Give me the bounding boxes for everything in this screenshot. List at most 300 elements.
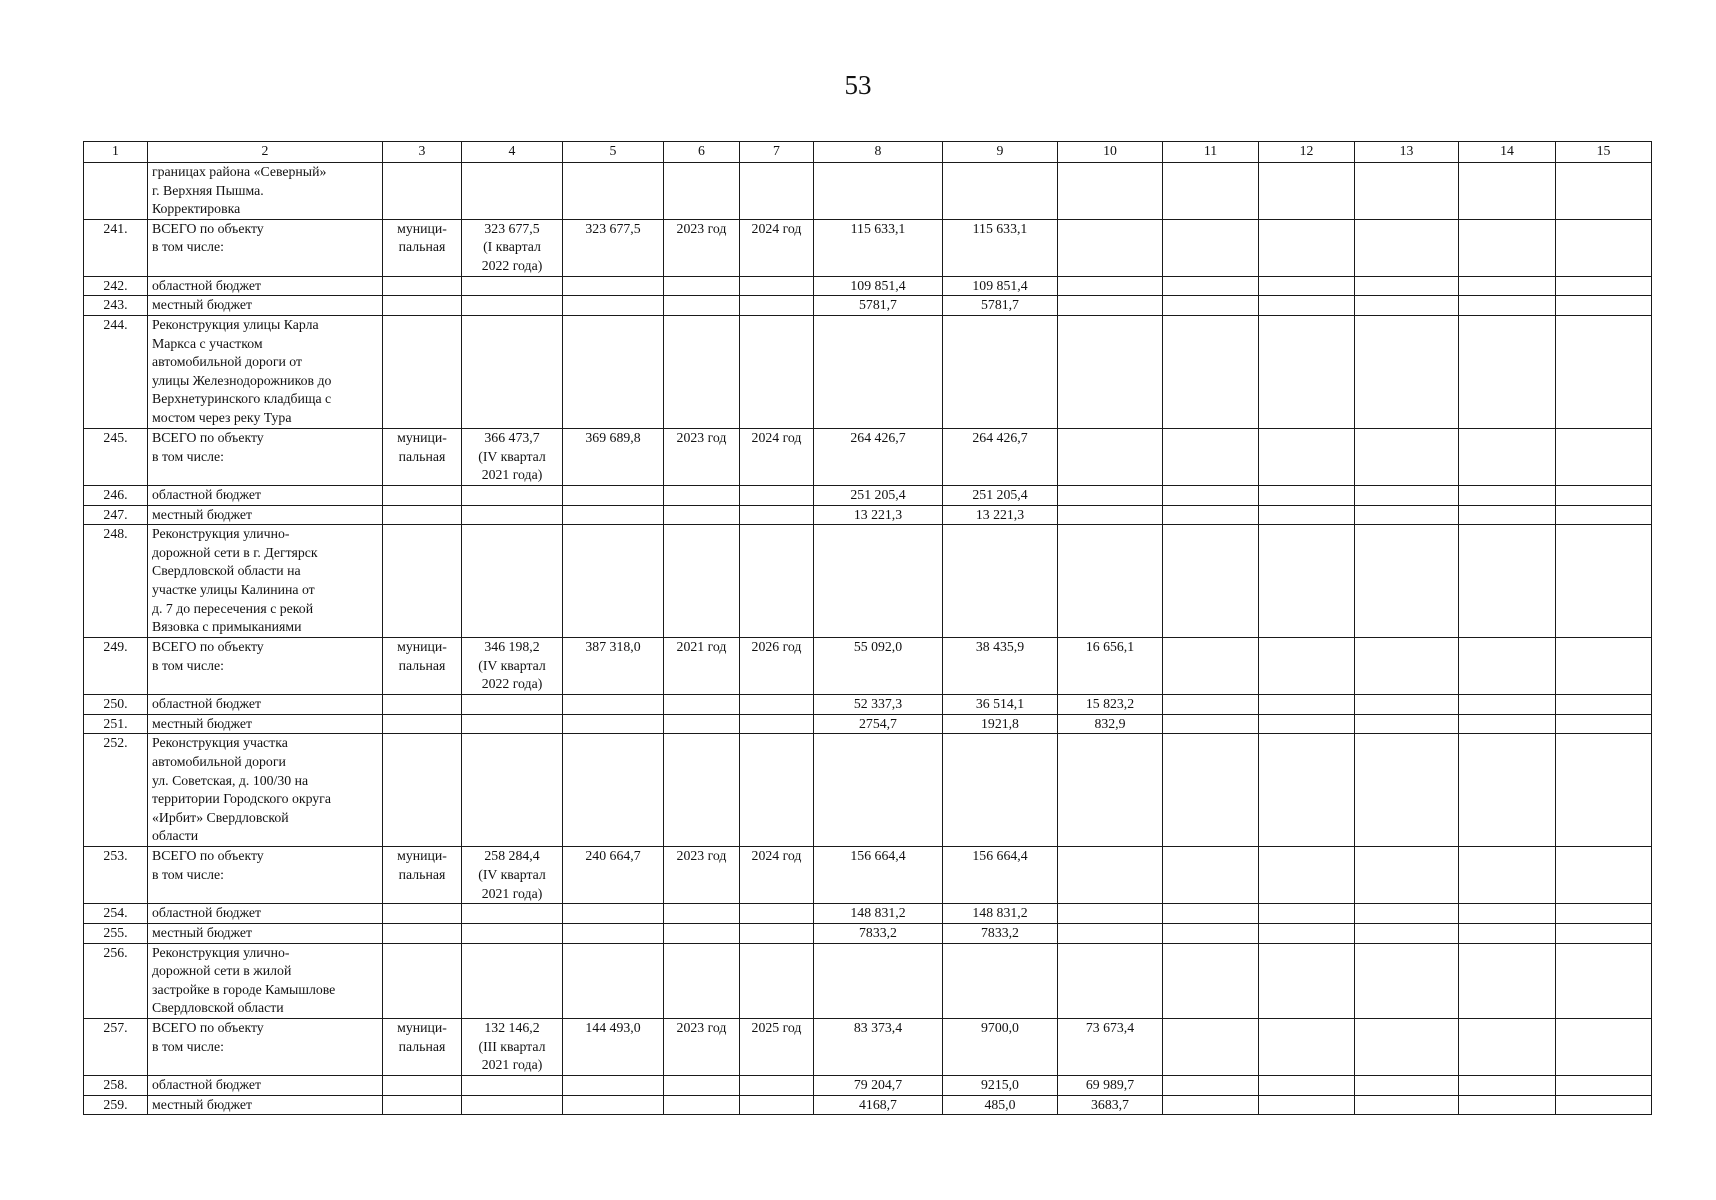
empty-cell [1259, 1095, 1355, 1115]
cell-line: границах района «Северный» [152, 164, 327, 179]
column-header: 14 [1459, 142, 1556, 163]
total-cost [563, 485, 664, 505]
estimated-cost [462, 904, 563, 924]
column-header: 8 [814, 142, 943, 163]
ownership-type [383, 904, 462, 924]
row-number: 255. [84, 923, 148, 943]
empty-cell [1459, 1095, 1556, 1115]
empty-cell [1259, 923, 1355, 943]
cell-line: г. Верхняя Пышма. [152, 182, 264, 198]
empty-cell [1459, 315, 1556, 428]
cell-line: Вязовка с примыканиями [152, 619, 302, 635]
amount-year-2 [1058, 296, 1163, 316]
empty-cell [1163, 296, 1259, 316]
amount-total: 109 851,4 [814, 276, 943, 296]
cell-line: местный бюджет [152, 297, 252, 313]
empty-cell [1163, 638, 1259, 695]
amount-year-2: 3683,7 [1058, 1095, 1163, 1115]
object-name [148, 714, 383, 734]
table-row [84, 315, 1652, 428]
cell-line: 2021 года) [481, 1057, 543, 1073]
empty-cell [1459, 276, 1556, 296]
estimated-cost [462, 638, 563, 695]
column-header: 10 [1058, 142, 1163, 163]
page-number: 53 [844, 70, 872, 100]
end-year: 2026 год [740, 638, 814, 695]
ownership-type [383, 276, 462, 296]
row-number: 258. [84, 1075, 148, 1095]
start-year [664, 163, 740, 220]
amount-year-1: 109 851,4 [943, 276, 1058, 296]
table-row [84, 276, 1652, 296]
row-number: 259. [84, 1095, 148, 1115]
column-header: 1 [84, 142, 148, 163]
start-year [664, 1095, 740, 1115]
empty-cell [1556, 695, 1652, 715]
amount-year-2: 16 656,1 [1058, 638, 1163, 695]
empty-cell [1163, 943, 1259, 1018]
cell-line: 2022 года) [481, 257, 543, 273]
amount-year-1: 38 435,9 [943, 638, 1058, 695]
cell-line: 2021 года) [481, 467, 543, 483]
cell-line: 132 146,2 [484, 1019, 540, 1035]
amount-year-1: 5781,7 [943, 296, 1058, 316]
empty-cell [1355, 1075, 1459, 1095]
amount-year-1: 485,0 [943, 1095, 1058, 1115]
estimated-cost [462, 695, 563, 715]
table-row [84, 428, 1652, 485]
ownership-type [383, 525, 462, 638]
amount-year-2 [1058, 219, 1163, 276]
empty-cell [1556, 904, 1652, 924]
empty-cell [1355, 923, 1459, 943]
column-header: 9 [943, 142, 1058, 163]
empty-cell [1556, 219, 1652, 276]
cell-line: муници- [397, 639, 447, 655]
end-year: 2025 год [740, 1018, 814, 1075]
table-row [84, 163, 1652, 220]
amount-total: 115 633,1 [814, 219, 943, 276]
estimated-cost [462, 505, 563, 525]
amount-year-2 [1058, 904, 1163, 924]
row-number: 247. [84, 505, 148, 525]
start-year [664, 923, 740, 943]
object-name [148, 219, 383, 276]
empty-cell [1556, 525, 1652, 638]
cell-line: (IV квартал [478, 657, 546, 673]
cell-line: улицы Железнодорожников до [152, 372, 332, 388]
column-number-row [84, 142, 1652, 163]
ownership-type [383, 1075, 462, 1095]
empty-cell [1259, 695, 1355, 715]
end-year [740, 1075, 814, 1095]
total-cost [563, 276, 664, 296]
object-name [148, 904, 383, 924]
end-year [740, 485, 814, 505]
column-header: 11 [1163, 142, 1259, 163]
amount-year-1 [943, 525, 1058, 638]
cell-line: дорожной сети в жилой [152, 963, 292, 979]
empty-cell [1259, 296, 1355, 316]
column-header: 4 [462, 142, 563, 163]
cell-line: 258 284,4 [484, 848, 540, 864]
table-row [84, 1095, 1652, 1115]
empty-cell [1459, 163, 1556, 220]
amount-year-2: 73 673,4 [1058, 1018, 1163, 1075]
amount-total: 251 205,4 [814, 485, 943, 505]
cell-line: ВСЕГО по объекту [152, 848, 264, 864]
empty-cell [1459, 943, 1556, 1018]
total-cost [563, 525, 664, 638]
empty-cell [1163, 163, 1259, 220]
object-name [148, 485, 383, 505]
amount-year-2: 832,9 [1058, 714, 1163, 734]
cell-line: Корректировка [152, 201, 241, 217]
empty-cell [1163, 923, 1259, 943]
total-cost [563, 714, 664, 734]
amount-total: 79 204,7 [814, 1075, 943, 1095]
end-year [740, 904, 814, 924]
cell-line: мостом через реку Тура [152, 409, 292, 425]
cell-line: ВСЕГО по объекту [152, 1019, 264, 1035]
total-cost [563, 923, 664, 943]
row-number: 244. [84, 315, 148, 428]
amount-year-2 [1058, 485, 1163, 505]
table-row [84, 485, 1652, 505]
empty-cell [1259, 1018, 1355, 1075]
empty-cell [1355, 847, 1459, 904]
row-number: 257. [84, 1018, 148, 1075]
estimated-cost [462, 296, 563, 316]
object-name [148, 163, 383, 220]
start-year [664, 734, 740, 847]
empty-cell [1355, 734, 1459, 847]
amount-total: 55 092,0 [814, 638, 943, 695]
amount-year-1: 36 514,1 [943, 695, 1058, 715]
empty-cell [1259, 505, 1355, 525]
table-row [84, 1075, 1652, 1095]
empty-cell [1355, 1095, 1459, 1115]
empty-cell [1163, 276, 1259, 296]
cell-line: в том числе: [152, 657, 224, 673]
empty-cell [1163, 1095, 1259, 1115]
empty-cell [1259, 525, 1355, 638]
table-row [84, 296, 1652, 316]
amount-year-2 [1058, 943, 1163, 1018]
total-cost [563, 695, 664, 715]
empty-cell [1355, 525, 1459, 638]
empty-cell [1163, 485, 1259, 505]
empty-cell [1556, 485, 1652, 505]
table-row [84, 943, 1652, 1018]
end-year [740, 695, 814, 715]
estimated-cost [462, 276, 563, 296]
cell-line: ВСЕГО по объекту [152, 220, 264, 236]
cell-line: муници- [397, 1019, 447, 1035]
empty-cell [1355, 714, 1459, 734]
start-year [664, 485, 740, 505]
cell-line: Реконструкция участка [152, 735, 288, 751]
ownership-type [383, 315, 462, 428]
ownership-type [383, 734, 462, 847]
estimated-cost [462, 163, 563, 220]
end-year [740, 525, 814, 638]
row-number: 241. [84, 219, 148, 276]
cell-line: местный бюджет [152, 924, 252, 940]
budget-table [83, 141, 1652, 1115]
ownership-type [383, 1095, 462, 1115]
object-name [148, 428, 383, 485]
cell-line: в том числе: [152, 866, 224, 882]
empty-cell [1259, 1075, 1355, 1095]
amount-year-1 [943, 734, 1058, 847]
empty-cell [1259, 315, 1355, 428]
amount-year-1 [943, 315, 1058, 428]
end-year [740, 1095, 814, 1115]
amount-total: 52 337,3 [814, 695, 943, 715]
table-row [84, 734, 1652, 847]
table-row [84, 847, 1652, 904]
row-number: 249. [84, 638, 148, 695]
cell-line: автомобильной дороги от [152, 354, 303, 370]
cell-line: Реконструкция улично- [152, 526, 290, 542]
cell-line: пальная [398, 866, 446, 882]
object-name [148, 315, 383, 428]
total-cost [563, 163, 664, 220]
empty-cell [1556, 923, 1652, 943]
row-number: 246. [84, 485, 148, 505]
cell-line: областной бюджет [152, 696, 262, 712]
empty-cell [1163, 525, 1259, 638]
object-name [148, 276, 383, 296]
estimated-cost [462, 428, 563, 485]
object-name [148, 296, 383, 316]
amount-year-2 [1058, 276, 1163, 296]
amount-year-1: 251 205,4 [943, 485, 1058, 505]
total-cost: 144 493,0 [563, 1018, 664, 1075]
end-year [740, 943, 814, 1018]
estimated-cost [462, 1095, 563, 1115]
end-year [740, 276, 814, 296]
estimated-cost [462, 943, 563, 1018]
empty-cell [1556, 428, 1652, 485]
amount-year-1: 9215,0 [943, 1075, 1058, 1095]
cell-line: (IV квартал [478, 448, 546, 464]
object-name [148, 525, 383, 638]
estimated-cost [462, 1018, 563, 1075]
ownership-type [383, 485, 462, 505]
empty-cell [1355, 638, 1459, 695]
empty-cell [1163, 428, 1259, 485]
table-row [84, 219, 1652, 276]
amount-year-2 [1058, 505, 1163, 525]
start-year [664, 1075, 740, 1095]
start-year: 2023 год [664, 847, 740, 904]
empty-cell [1556, 734, 1652, 847]
ownership-type [383, 505, 462, 525]
end-year [740, 734, 814, 847]
empty-cell [1259, 714, 1355, 734]
cell-line: областной бюджет [152, 486, 262, 502]
empty-cell [1459, 505, 1556, 525]
cell-line: дорожной сети в г. Дегтярск [152, 544, 318, 560]
empty-cell [1556, 296, 1652, 316]
object-name [148, 505, 383, 525]
row-number: 242. [84, 276, 148, 296]
object-name [148, 1095, 383, 1115]
start-year [664, 943, 740, 1018]
table-row [84, 714, 1652, 734]
cell-line: 323 677,5 [484, 220, 540, 236]
amount-year-2 [1058, 847, 1163, 904]
ownership-type [383, 943, 462, 1018]
column-header: 15 [1556, 142, 1652, 163]
cell-line: в том числе: [152, 448, 224, 464]
amount-total [814, 163, 943, 220]
ownership-type [383, 163, 462, 220]
empty-cell [1163, 1018, 1259, 1075]
empty-cell [1259, 163, 1355, 220]
empty-cell [1355, 505, 1459, 525]
total-cost [563, 296, 664, 316]
cell-line: 2022 года) [481, 676, 543, 692]
cell-line: областной бюджет [152, 905, 262, 921]
cell-line: муници- [397, 848, 447, 864]
amount-total: 83 373,4 [814, 1018, 943, 1075]
amount-year-2 [1058, 923, 1163, 943]
end-year: 2024 год [740, 219, 814, 276]
cell-line: муници- [397, 220, 447, 236]
amount-year-1: 9700,0 [943, 1018, 1058, 1075]
ownership-type [383, 296, 462, 316]
empty-cell [1355, 276, 1459, 296]
amount-total [814, 315, 943, 428]
ownership-type [383, 923, 462, 943]
amount-total [814, 943, 943, 1018]
empty-cell [1556, 276, 1652, 296]
start-year [664, 695, 740, 715]
amount-year-1: 156 664,4 [943, 847, 1058, 904]
total-cost: 369 689,8 [563, 428, 664, 485]
estimated-cost [462, 485, 563, 505]
row-number: 256. [84, 943, 148, 1018]
total-cost [563, 1095, 664, 1115]
row-number: 248. [84, 525, 148, 638]
amount-total [814, 525, 943, 638]
total-cost [563, 734, 664, 847]
empty-cell [1259, 219, 1355, 276]
empty-cell [1556, 638, 1652, 695]
empty-cell [1355, 315, 1459, 428]
cell-line: (IV квартал [478, 866, 546, 882]
ownership-type [383, 219, 462, 276]
column-header: 13 [1355, 142, 1459, 163]
row-number: 251. [84, 714, 148, 734]
empty-cell [1259, 485, 1355, 505]
empty-cell [1259, 428, 1355, 485]
row-number: 243. [84, 296, 148, 316]
estimated-cost [462, 219, 563, 276]
empty-cell [1459, 525, 1556, 638]
cell-line: в том числе: [152, 1038, 224, 1054]
amount-year-2 [1058, 428, 1163, 485]
cell-line: Реконструкция улично- [152, 944, 290, 960]
empty-cell [1163, 219, 1259, 276]
column-header: 6 [664, 142, 740, 163]
cell-line: «Ирбит» Свердловской [152, 809, 289, 825]
empty-cell [1163, 734, 1259, 847]
amount-total: 7833,2 [814, 923, 943, 943]
amount-year-1: 1921,8 [943, 714, 1058, 734]
row-number: 252. [84, 734, 148, 847]
total-cost: 240 664,7 [563, 847, 664, 904]
column-header: 3 [383, 142, 462, 163]
amount-total: 2754,7 [814, 714, 943, 734]
empty-cell [1355, 904, 1459, 924]
empty-cell [1459, 428, 1556, 485]
amount-year-2 [1058, 734, 1163, 847]
end-year [740, 923, 814, 943]
cell-line: застройке в городе Камышлове [152, 981, 336, 997]
empty-cell [1556, 1018, 1652, 1075]
cell-line: Свердловской области [152, 1000, 284, 1016]
ownership-type [383, 847, 462, 904]
empty-cell [1355, 943, 1459, 1018]
cell-line: местный бюджет [152, 1096, 252, 1112]
amount-year-2: 69 989,7 [1058, 1075, 1163, 1095]
empty-cell [1163, 1075, 1259, 1095]
cell-line: территории Городского округа [152, 791, 331, 807]
empty-cell [1259, 276, 1355, 296]
amount-year-2 [1058, 315, 1163, 428]
cell-line: местный бюджет [152, 715, 252, 731]
column-header: 7 [740, 142, 814, 163]
empty-cell [1355, 163, 1459, 220]
empty-cell [1259, 904, 1355, 924]
object-name [148, 943, 383, 1018]
row-number: 245. [84, 428, 148, 485]
amount-year-1: 264 426,7 [943, 428, 1058, 485]
cell-line: Маркса с участком [152, 335, 263, 351]
estimated-cost [462, 525, 563, 638]
start-year [664, 505, 740, 525]
cell-line: пальная [398, 239, 446, 255]
end-year [740, 315, 814, 428]
empty-cell [1556, 315, 1652, 428]
ownership-type [383, 695, 462, 715]
amount-total [814, 734, 943, 847]
table-row [84, 923, 1652, 943]
table-row [84, 638, 1652, 695]
cell-line: ул. Советская, д. 100/30 на [152, 772, 309, 788]
empty-cell [1459, 219, 1556, 276]
ownership-type [383, 1018, 462, 1075]
object-name [148, 734, 383, 847]
cell-line: 366 473,7 [484, 429, 540, 445]
cell-line: 346 198,2 [484, 639, 540, 655]
object-name [148, 1075, 383, 1095]
empty-cell [1459, 923, 1556, 943]
amount-total: 156 664,4 [814, 847, 943, 904]
empty-cell [1556, 163, 1652, 220]
empty-cell [1355, 485, 1459, 505]
end-year [740, 714, 814, 734]
empty-cell [1556, 1075, 1652, 1095]
empty-cell [1163, 714, 1259, 734]
empty-cell [1163, 904, 1259, 924]
object-name [148, 1018, 383, 1075]
cell-line: ВСЕГО по объекту [152, 429, 264, 445]
